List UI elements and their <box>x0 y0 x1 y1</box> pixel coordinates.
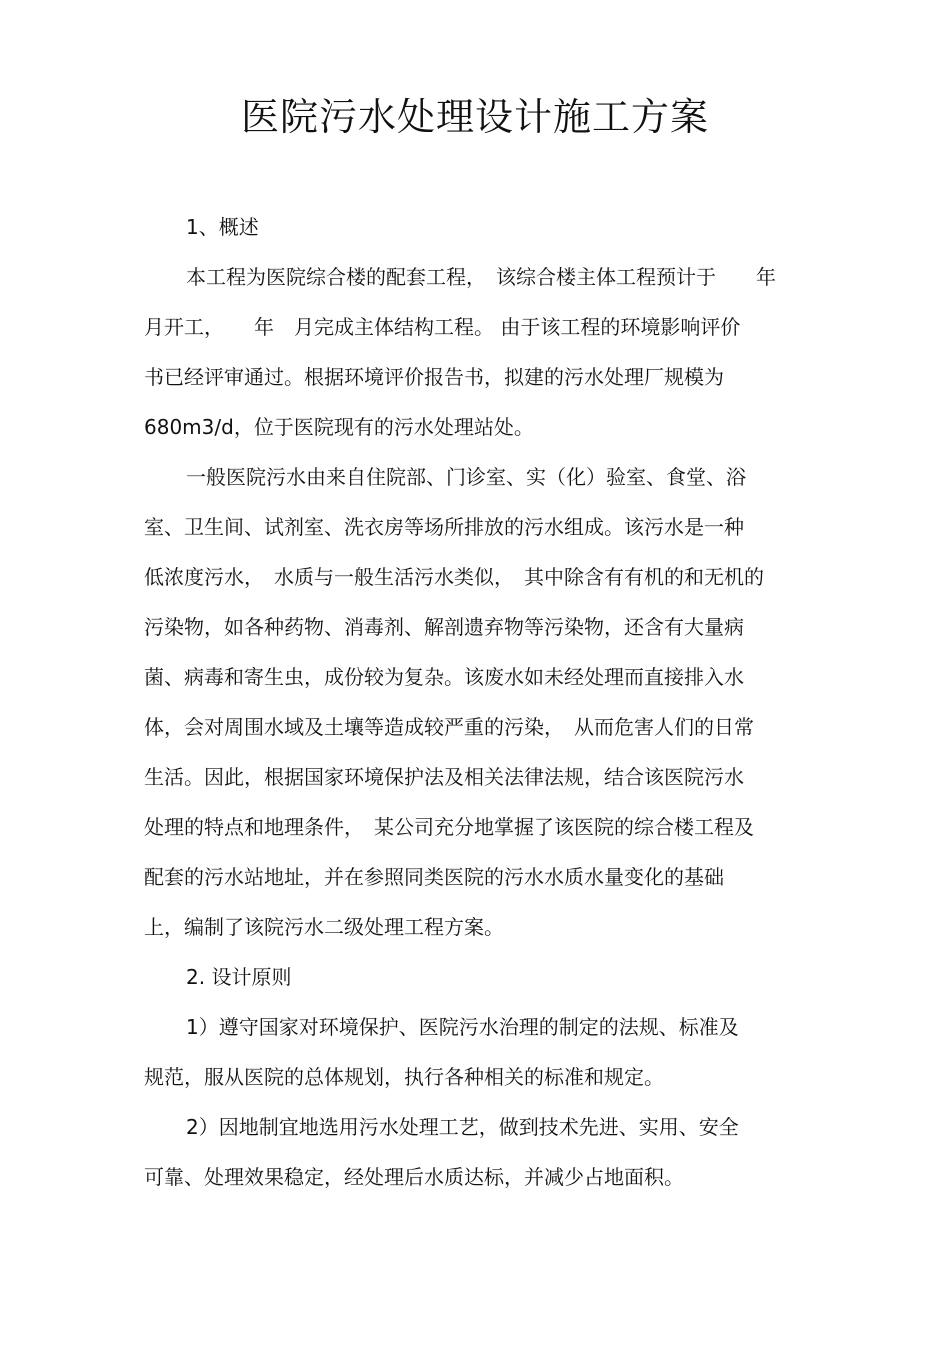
paragraph-line: 月开工， 年 月完成主体结构工程。 由于该工程的环境影响评价 <box>144 315 741 339</box>
paragraph-line: 污染物，如各种药物、消毒剂、解剖遗弃物等污染物，还含有大量病 <box>144 615 744 639</box>
paragraph-line: 菌、病毒和寄生虫，成份较为复杂。该废水如未经处理而直接排入水 <box>144 665 744 689</box>
paragraph-line: 一般医院污水由来自住院部、门诊室、实（化）验室、食堂、浴 <box>186 465 746 489</box>
section-heading-overview: 1、概述 <box>186 215 259 239</box>
document-title: 医院污水处理设计施工方案 <box>240 95 709 139</box>
paragraph-line: 生活。因此，根据国家环境保护法及相关法律法规，结合该医院污水 <box>144 765 744 789</box>
paragraph-line: 规范，服从医院的总体规划，执行各种相关的标准和规定。 <box>144 1065 664 1089</box>
paragraph-line: 书已经评审通过。根据环境评价报告书，拟建的污水处理厂规模为 <box>144 365 724 389</box>
paragraph-line: 可靠、处理效果稳定，经处理后水质达标，并减少占地面积。 <box>144 1165 684 1189</box>
paragraph-line: 680m3/d，位于医院现有的污水处理站处。 <box>144 415 534 439</box>
paragraph-line: 室、卫生间、试剂室、洗衣房等场所排放的污水组成。该污水是一种 <box>144 515 744 539</box>
paragraph-line: 上，编制了该院污水二级处理工程方案。 <box>144 915 504 939</box>
paragraph-line: 处理的特点和地理条件， 某公司充分地掌握了该医院的综合楼工程及 <box>144 815 754 839</box>
paragraph-line: 配套的污水站地址，并在参照同类医院的污水水质水量变化的基础 <box>144 865 724 889</box>
section-heading-design-principles: 2. 设计原则 <box>186 965 292 989</box>
paragraph-line: 低浓度污水， 水质与一般生活污水类似， 其中除含有有机的和无机的 <box>144 565 764 589</box>
paragraph-line: 体，会对周围水域及土壤等造成较严重的污染， 从而危害人们的日常 <box>144 715 754 739</box>
paragraph-line: 1）遵守国家对环境保护、医院污水治理的制定的法规、标准及 <box>186 1015 739 1039</box>
paragraph-line: 2）因地制宜地选用污水处理工艺，做到技术先进、实用、安全 <box>186 1115 739 1139</box>
paragraph-line: 本工程为医院综合楼的配套工程， 该综合楼主体工程预计于 年 <box>186 265 776 289</box>
